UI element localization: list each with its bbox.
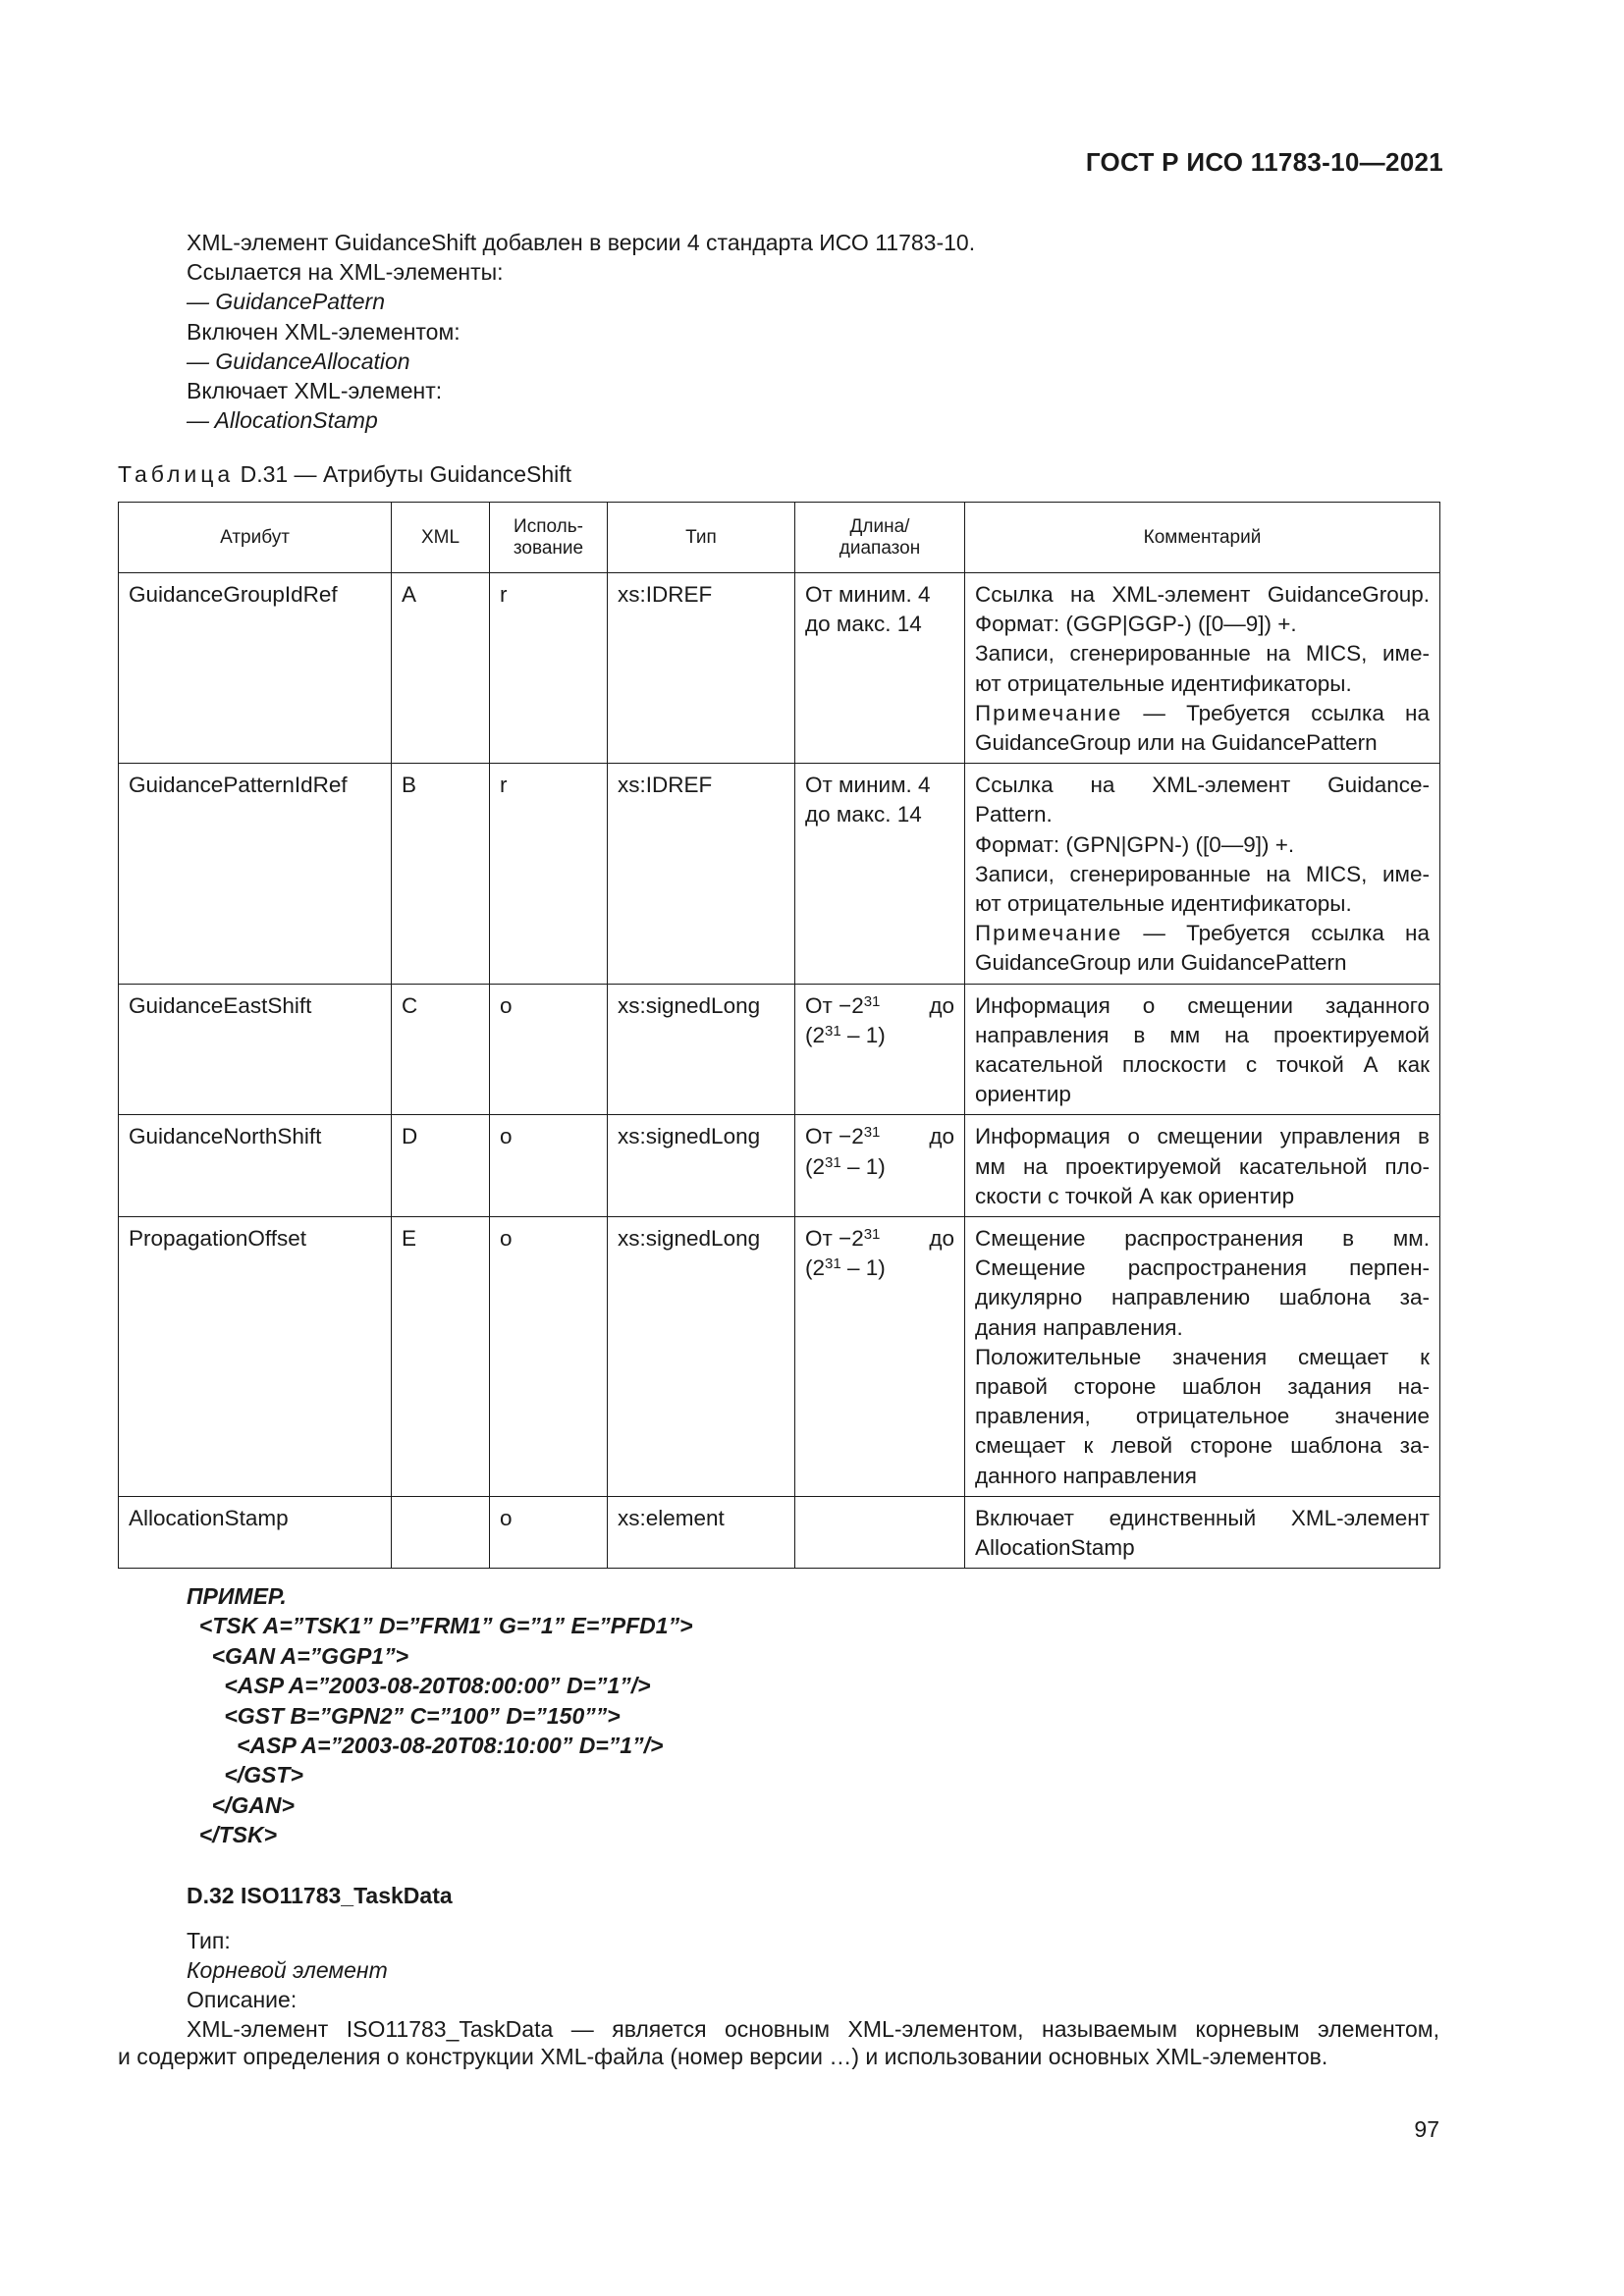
cell-attribute: AllocationStamp (119, 1496, 392, 1568)
header-xml: XML (392, 503, 490, 573)
cell-type: xs:signedLong (608, 1115, 795, 1217)
cell-usage: o (490, 1115, 608, 1217)
cell-type: xs:element (608, 1496, 795, 1568)
cell-xml: E (392, 1217, 490, 1497)
table-row (119, 1115, 1440, 1217)
cell-range: От миним. 4 до макс. 14 (795, 573, 965, 764)
section-title: D.32 ISO11783_TaskData (187, 1883, 453, 1908)
example-code-line: <TSK A=”TSK1” D=”FRM1” G=”1” E=”PFD1”> (198, 1613, 693, 1639)
intro-reference-item: — GuidanceAllocation (187, 347, 410, 374)
cell-comment: Ссылка на XML-элемент Guidance- Pattern. Формат: (GPN|GPN-) ([0—9]) +. Записи, сгенерированные на MICS, име- ют отрицательные идентификаторы. Примечание — Требуется ссылка на GuidanceGroup или GuidancePattern (965, 764, 1440, 984)
intro-block (187, 228, 1443, 435)
header-type: Тип (608, 503, 795, 573)
cell-usage: r (490, 764, 608, 984)
example-code-line: </GST> (224, 1762, 303, 1789)
cell-usage: o (490, 1217, 608, 1497)
example-code-line: </GAN> (211, 1791, 295, 1818)
cell-comment: Включает единственный XML-элемент AllocationStamp (965, 1496, 1440, 1568)
cell-comment: Информация о смещении управления в мм на проектируемой касательной пло- скости с точкой А как ориентир (965, 1115, 1440, 1217)
cell-xml: C (392, 984, 490, 1115)
type-value: Корневой элемент (187, 1957, 388, 1984)
xml-example (187, 1581, 693, 1850)
cell-range: От миним. 4 до макс. 14 (795, 764, 965, 984)
cell-type: xs:signedLong (608, 984, 795, 1115)
type-label: Тип: (187, 1928, 231, 1953)
description-label: Описание: (187, 1987, 298, 2013)
document-standard-header: ГОСТ Р ИСО 11783-10—2021 (1085, 147, 1443, 177)
note-line: Примечание — Требуется ссылка на (975, 700, 1430, 725)
note-line: Примечание — Требуется ссылка на (975, 921, 1430, 946)
cell-usage: o (490, 1496, 608, 1568)
intro-line: Включен XML-элементом: (187, 318, 460, 345)
cell-xml: D (392, 1115, 490, 1217)
table-row (119, 1217, 1440, 1497)
cell-attribute: GuidancePatternIdRef (119, 764, 392, 984)
section-description (187, 1926, 388, 2015)
cell-type: xs:signedLong (608, 1217, 795, 1497)
header-comment: Комментарий (965, 503, 1440, 573)
table-row (119, 573, 1440, 764)
table-header-row (119, 503, 1440, 573)
cell-attribute: GuidanceEastShift (119, 984, 392, 1115)
cell-attribute: GuidanceGroupIdRef (119, 573, 392, 764)
cell-range: От $-2^{31}$ до $(2^{31} - 1)$ (795, 1115, 965, 1217)
table-caption (118, 461, 571, 488)
intro-line: Ссылается на XML-элементы: (187, 259, 504, 286)
cell-comment: Ссылка на XML-элемент GuidanceGroup. Формат: (GGP|GGP-) ([0—9]) +. Записи, сгенерированные на MICS, име- ют отрицательные идентификаторы. Примечание — Требуется ссылка на GuidanceGroup или на GuidancePattern (965, 573, 1440, 764)
cell-range: От $-2^{31}$ до $(2^{31} - 1)$ (795, 984, 965, 1115)
table-row (119, 764, 1440, 984)
example-code-line: <ASP A=”2003-08-20T08:10:00” D=”1”/> (237, 1733, 664, 1759)
intro-line: XML-элемент GuidanceShift добавлен в версии 4 стандарта ИСО 11783-10. (187, 230, 976, 255)
example-code-line: <GST B=”GPN2” C=”100” D=”150””> (224, 1702, 621, 1729)
cell-range: От $-2^{31}$ до $(2^{31} - 1)$ (795, 1217, 965, 1497)
header-length: Длина/ диапазон (795, 503, 965, 573)
header-usage: Исполь- зование (490, 503, 608, 573)
cell-comment: Информация о смещении заданного направления в мм на проектируемой касательной плоскости с точкой А как ориентир (965, 984, 1440, 1115)
example-code-line: <ASP A=”2003-08-20T08:00:00” D=”1”/> (224, 1673, 651, 1699)
intro-reference-item: — AllocationStamp (187, 407, 378, 434)
cell-attribute: PropagationOffset (119, 1217, 392, 1497)
intro-reference-item: — GuidancePattern (187, 289, 386, 315)
cell-type: xs:IDREF (608, 764, 795, 984)
section-paragraph-continuation: и содержит определения о конструкции XML-файла (номер версии …) и использовании основных XML-элементов. (118, 2044, 1328, 2069)
cell-xml: A (392, 573, 490, 764)
cell-usage: o (490, 984, 608, 1115)
table-row (119, 1496, 1440, 1568)
cell-comment: Смещение распространения в мм. Смещение распространения перпен- дикулярно направлению шаблона за- дания направления. Положительные значения смещает к правой стороне шаблон задания на- правления, отрицательное значение смещает к левой стороне шаблона за- данного направления (965, 1217, 1440, 1497)
cell-range (795, 1496, 965, 1568)
intro-line: Включает XML-элемент: (187, 378, 443, 404)
cell-xml (392, 1496, 490, 1568)
page-number: 97 (1414, 2116, 1439, 2142)
cell-type: xs:IDREF (608, 573, 795, 764)
example-code-line: </TSK> (198, 1822, 278, 1848)
cell-attribute: GuidanceNorthShift (119, 1115, 392, 1217)
table-caption-word: Таблица (118, 461, 235, 487)
example-label: ПРИМЕР. (187, 1583, 287, 1609)
attributes-table (118, 502, 1440, 1569)
header-attribute: Атрибут (119, 503, 392, 573)
cell-usage: r (490, 573, 608, 764)
example-code-line: <GAN A=”GGP1”> (211, 1642, 409, 1669)
table-row (119, 984, 1440, 1115)
cell-xml: B (392, 764, 490, 984)
table-caption-title: D.31 — Атрибуты GuidanceShift (240, 461, 572, 487)
section-paragraph: XML-элемент ISO11783_TaskData — является основным XML-элементом, называемым корневым элементом, (187, 2016, 1439, 2042)
